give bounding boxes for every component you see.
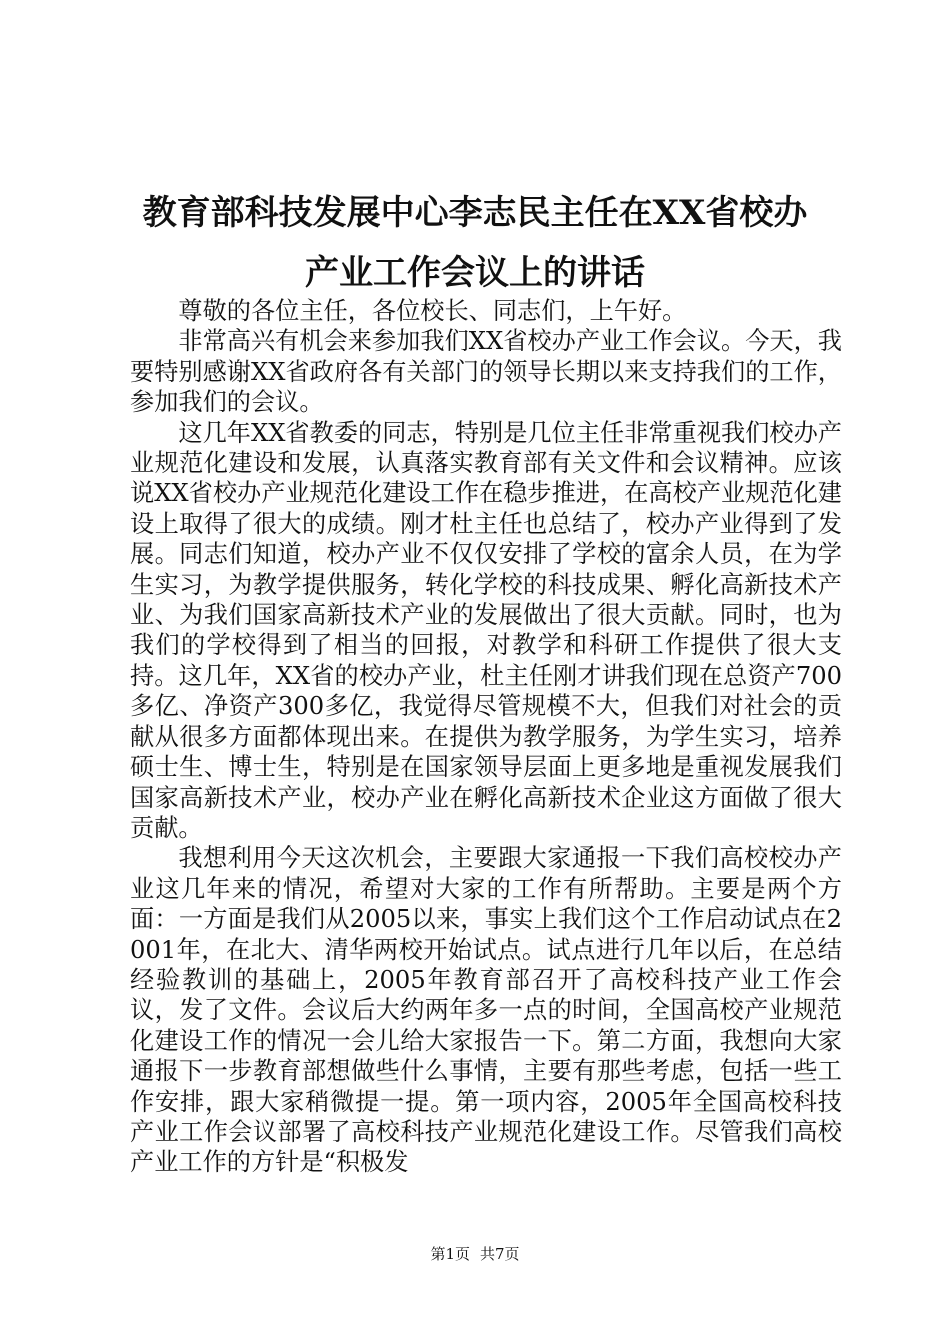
page-total: 共7页 [480, 1245, 520, 1263]
paragraph-thanks: 非常高兴有机会来参加我们XX省校办产业工作会议。今天，我要特别感谢XX省政府各有关部门的领导长期以来支持我们的工作，参加我们的会议。 [130, 327, 842, 417]
paragraph-achievements: 这几年XX省教委的同志，特别是几位主任非常重视我们校办产业规范化建设和发展，认真落实教育部有关文件和会议精神。应该说XX省校办产业规范化建设工作在稳步推进，在高校产业规范化建设上取得了很大的成绩。刚才杜主任也总结了，校办产业得到了发展。同志们知道，校办产业不仅仅安排了学校的富余人员，在为学生实习，为教学提供服务，转化学校的科技成果、孵化高新技术产业、为我们国家高新技术产业的发展做出了很大贡献。同时，也为我们的学校得到了相当的回报，对教学和科研工作提供了很大支持。这几年，XX省的校办产业，杜主任刚才讲我们现在总资产700多亿、净资产300多亿，我觉得尽管规模不大，但我们对社会的贡献从很多方面都体现出来。在提供为教学服务，为学生实习，培养硕士生、博士生，特别是在国家领导层面上更多地是重视发展我们国家高新技术产业，校办产业在孵化高新技术企业这方面做了很大贡献。 [130, 418, 842, 842]
paragraph-briefing: 我想利用今天这次机会，主要跟大家通报一下我们高校校办产业这几年来的情况，希望对大家的工作有所帮助。主要是两个方面：一方面是我们从2005以来，事实上我们这个工作启动试点在2001年，在北大、清华两校开始试点。试点进行几年以后，在总结经验教训的基础上，2005年教育部召开了高校科技产业工作会议，发了文件。会议后大约两年多一点的时间，全国高校产业规范化建设工作的情况一会儿给大家报告一下。第二方面，我想向大家通报下一步教育部想做些什么事情，主要有那些考虑，包括一些工作安排，跟大家稍微提一提。第一项内容，2005年全国高校科技产业工作会议部署了高校科技产业规范化建设工作。尽管我们高校产业工作的方针是“积极发 [130, 844, 842, 1177]
title-line-1: 教育部科技发展中心李志民主任在XX省校办 [142, 193, 808, 233]
page-footer [0, 1244, 950, 1264]
title-line-2: 产业工作会议上的讲话 [305, 253, 645, 293]
page-number: 第1页 [430, 1245, 470, 1263]
document-title [120, 183, 830, 303]
document-body [130, 296, 842, 1178]
paragraph-greeting: 尊敬的各位主任，各位校长、同志们，上午好。 [178, 297, 687, 325]
